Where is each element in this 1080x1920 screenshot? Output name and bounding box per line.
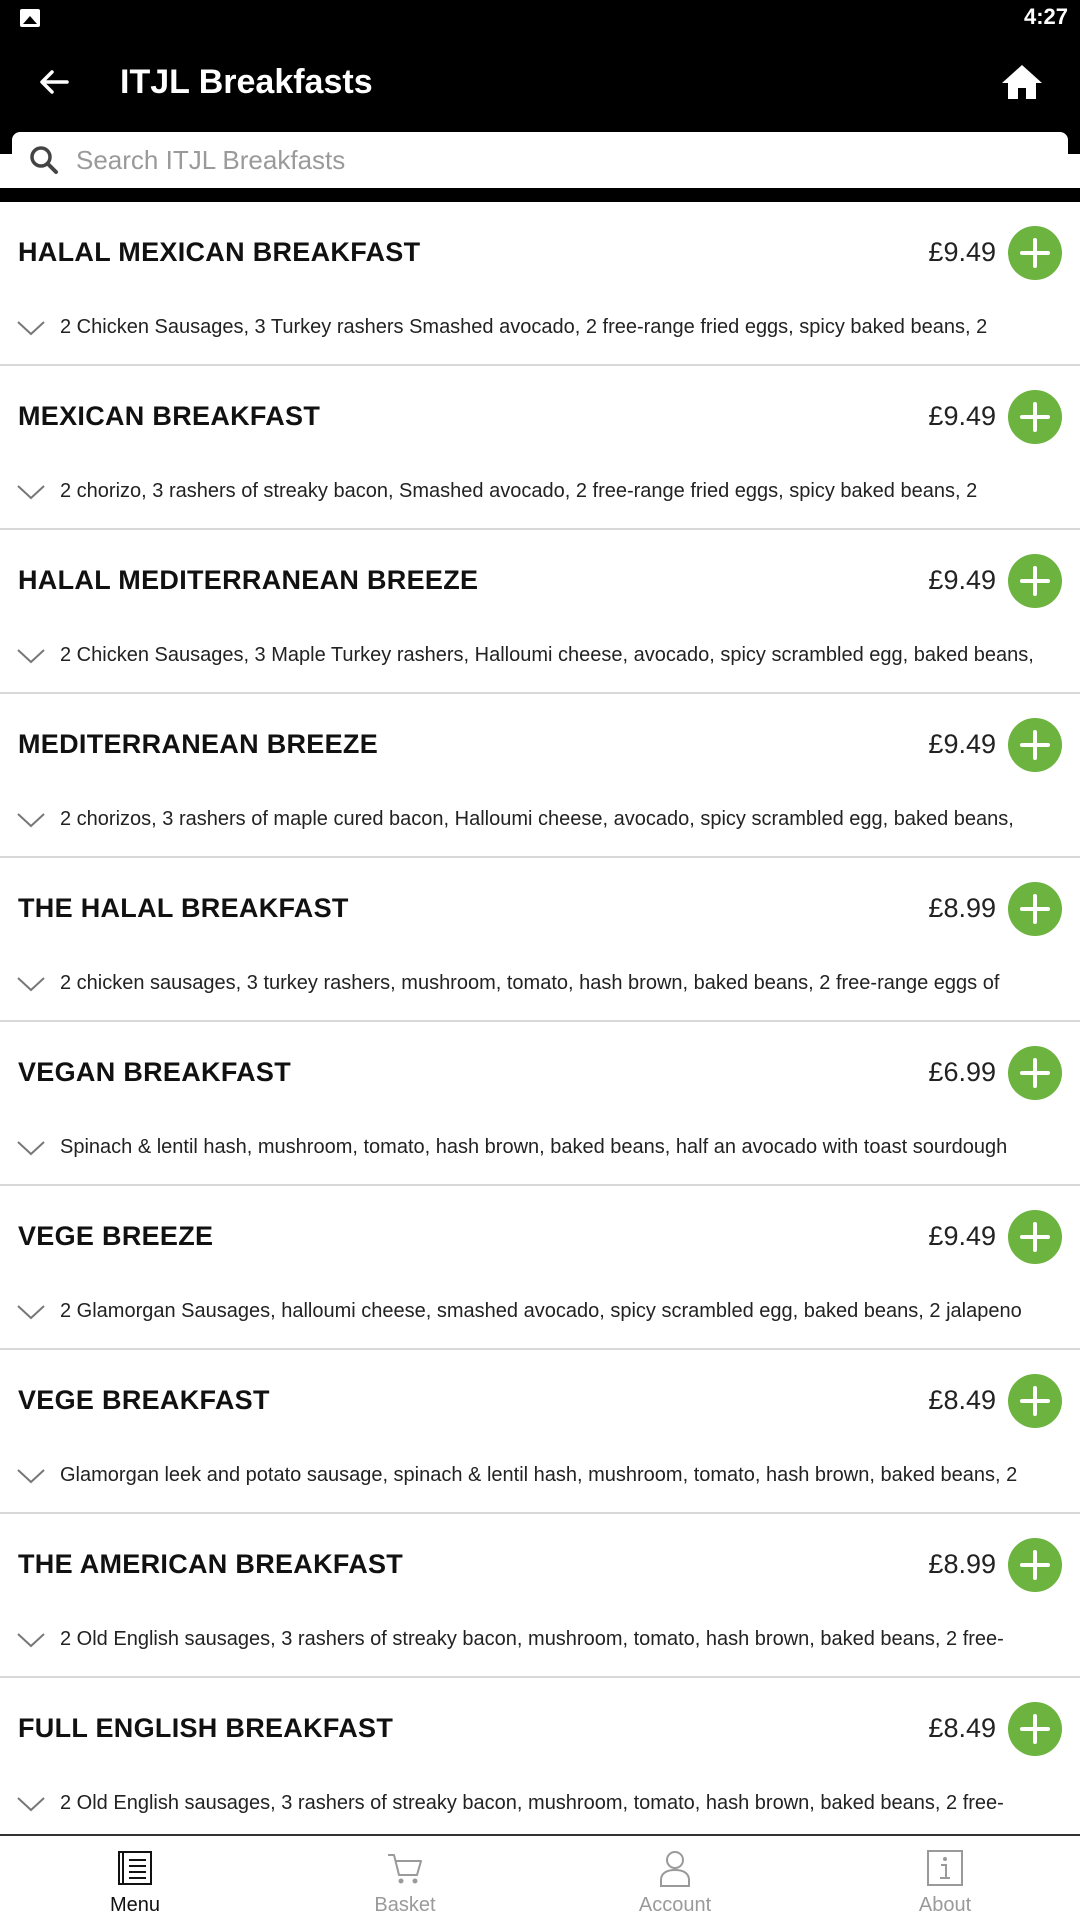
expand-description-button[interactable] — [16, 1138, 46, 1158]
status-bar — [0, 0, 1080, 36]
add-to-basket-button[interactable] — [1008, 882, 1062, 936]
add-to-basket-button[interactable] — [1008, 554, 1062, 608]
expand-description-button[interactable] — [16, 1630, 46, 1650]
expand-description-button[interactable] — [16, 1302, 46, 1322]
item-price: £8.49 — [928, 1385, 996, 1415]
home-button[interactable] — [994, 54, 1050, 110]
expand-description-button[interactable] — [16, 1794, 46, 1814]
add-to-basket-button[interactable] — [1008, 1374, 1062, 1428]
menu-item[interactable] — [0, 1022, 1080, 1186]
item-description: Glamorgan leek and potato sausage, spinach & lentil hash, mushroom, tomato, hash brown, baked beans, 2 — [60, 1464, 1018, 1486]
add-to-basket-button[interactable] — [1008, 1702, 1062, 1756]
item-price: £6.99 — [928, 1057, 996, 1087]
plus-icon — [1019, 401, 1051, 433]
item-description: Spinach & lentil hash, mushroom, tomato, hash brown, baked beans, half an avocado with toast sourdough — [60, 1136, 1008, 1158]
arrow-left-icon — [39, 69, 69, 95]
menu-item[interactable] — [0, 694, 1080, 858]
menu-book-icon — [113, 1846, 157, 1890]
chevron-down-icon — [16, 975, 46, 993]
item-name: VEGE BREEZE — [18, 1221, 214, 1251]
item-description: 2 Old English sausages, 3 rashers of streaky bacon, mushroom, tomato, hash brown, baked beans, 2 free- — [60, 1792, 1004, 1814]
plus-icon — [1019, 1713, 1051, 1745]
nav-label: Menu — [109, 1894, 161, 1916]
search-icon — [28, 144, 60, 176]
bottom-nav — [0, 1834, 1080, 1920]
chevron-down-icon — [16, 319, 46, 337]
item-name: VEGAN BREAKFAST — [18, 1057, 292, 1087]
item-name: THE AMERICAN BREAKFAST — [18, 1549, 404, 1579]
nav-label: Basket — [374, 1894, 436, 1916]
back-button[interactable] — [30, 58, 78, 106]
plus-icon — [1019, 1221, 1051, 1253]
nav-menu[interactable] — [0, 1836, 270, 1920]
item-description: 2 chorizo, 3 rashers of streaky bacon, Smashed avocado, 2 free-range fried eggs, spicy baked beans, 2 — [60, 480, 978, 502]
search-input[interactable] — [76, 136, 1036, 184]
item-description: 2 chicken sausages, 3 turkey rashers, mushroom, tomato, hash brown, baked beans, 2 free-range eggs of — [60, 972, 1000, 994]
account-icon — [653, 1846, 697, 1890]
item-description: 2 Chicken Sausages, 3 Turkey rashers Smashed avocado, 2 free-range fried eggs, spicy baked beans, 2 — [60, 316, 988, 338]
add-to-basket-button[interactable] — [1008, 1046, 1062, 1100]
item-price: £8.99 — [928, 893, 996, 923]
menu-item[interactable] — [0, 858, 1080, 1022]
add-to-basket-button[interactable] — [1008, 226, 1062, 280]
expand-description-button[interactable] — [16, 646, 46, 666]
chevron-down-icon — [16, 647, 46, 665]
plus-icon — [1019, 1057, 1051, 1089]
chevron-down-icon — [16, 1795, 46, 1813]
menu-item[interactable] — [0, 1678, 1080, 1836]
item-description: 2 Chicken Sausages, 3 Maple Turkey rashers, Halloumi cheese, avocado, spicy scrambled egg, baked beans, — [60, 644, 1034, 666]
item-price: £9.49 — [928, 729, 996, 759]
expand-description-button[interactable] — [16, 810, 46, 830]
item-description: 2 Old English sausages, 3 rashers of streaky bacon, mushroom, tomato, hash brown, baked beans, 2 free- — [60, 1628, 1004, 1650]
plus-icon — [1019, 1385, 1051, 1417]
item-price: £9.49 — [928, 565, 996, 595]
nav-account[interactable] — [540, 1836, 810, 1920]
add-to-basket-button[interactable] — [1008, 1538, 1062, 1592]
expand-description-button[interactable] — [16, 1466, 46, 1486]
nav-about[interactable] — [810, 1836, 1080, 1920]
chevron-down-icon — [16, 1303, 46, 1321]
plus-icon — [1019, 893, 1051, 925]
menu-item[interactable] — [0, 1514, 1080, 1678]
nav-label: Account — [638, 1894, 712, 1916]
item-name: THE HALAL BREAKFAST — [18, 893, 349, 923]
image-notification-icon — [20, 9, 40, 27]
expand-description-button[interactable] — [16, 318, 46, 338]
item-name: HALAL MEXICAN BREAKFAST — [18, 237, 421, 267]
plus-icon — [1019, 1549, 1051, 1581]
menu-item[interactable] — [0, 1186, 1080, 1350]
chevron-down-icon — [16, 483, 46, 501]
nav-label: About — [918, 1894, 972, 1916]
item-name: VEGE BREAKFAST — [18, 1385, 270, 1415]
status-time: 4:27 — [1023, 4, 1068, 29]
chevron-down-icon — [16, 1139, 46, 1157]
plus-icon — [1019, 565, 1051, 597]
chevron-down-icon — [16, 811, 46, 829]
item-description: 2 Glamorgan Sausages, halloumi cheese, smashed avocado, spicy scrambled egg, baked beans, 2 jalapeno — [60, 1300, 1022, 1322]
add-to-basket-button[interactable] — [1008, 390, 1062, 444]
item-price: £9.49 — [928, 237, 996, 267]
nav-basket[interactable] — [270, 1836, 540, 1920]
expand-description-button[interactable] — [16, 482, 46, 502]
item-name: MEDITERRANEAN BREEZE — [18, 729, 379, 759]
item-price: £9.49 — [928, 1221, 996, 1251]
item-price: £9.49 — [928, 401, 996, 431]
chevron-down-icon — [16, 1631, 46, 1649]
menu-item[interactable] — [0, 1350, 1080, 1514]
home-icon — [1001, 63, 1043, 101]
add-to-basket-button[interactable] — [1008, 718, 1062, 772]
item-name: MEXICAN BREAKFAST — [18, 401, 321, 431]
info-icon — [923, 1846, 967, 1890]
plus-icon — [1019, 237, 1051, 269]
basket-icon — [383, 1846, 427, 1890]
item-description: 2 chorizos, 3 rashers of maple cured bacon, Halloumi cheese, avocado, spicy scrambled egg, baked beans, — [60, 808, 1014, 830]
menu-item[interactable] — [0, 202, 1080, 366]
search-bar[interactable] — [12, 132, 1068, 188]
menu-list — [0, 202, 1080, 1836]
chevron-down-icon — [16, 1467, 46, 1485]
plus-icon — [1019, 729, 1051, 761]
menu-item[interactable] — [0, 530, 1080, 694]
item-name: HALAL MEDITERRANEAN BREEZE — [18, 565, 479, 595]
item-price: £8.99 — [928, 1549, 996, 1579]
item-price: £8.49 — [928, 1713, 996, 1743]
page-title: ITJL Breakfasts — [120, 63, 373, 101]
expand-description-button[interactable] — [16, 974, 46, 994]
add-to-basket-button[interactable] — [1008, 1210, 1062, 1264]
item-name: FULL ENGLISH BREAKFAST — [18, 1713, 394, 1743]
menu-item[interactable] — [0, 366, 1080, 530]
